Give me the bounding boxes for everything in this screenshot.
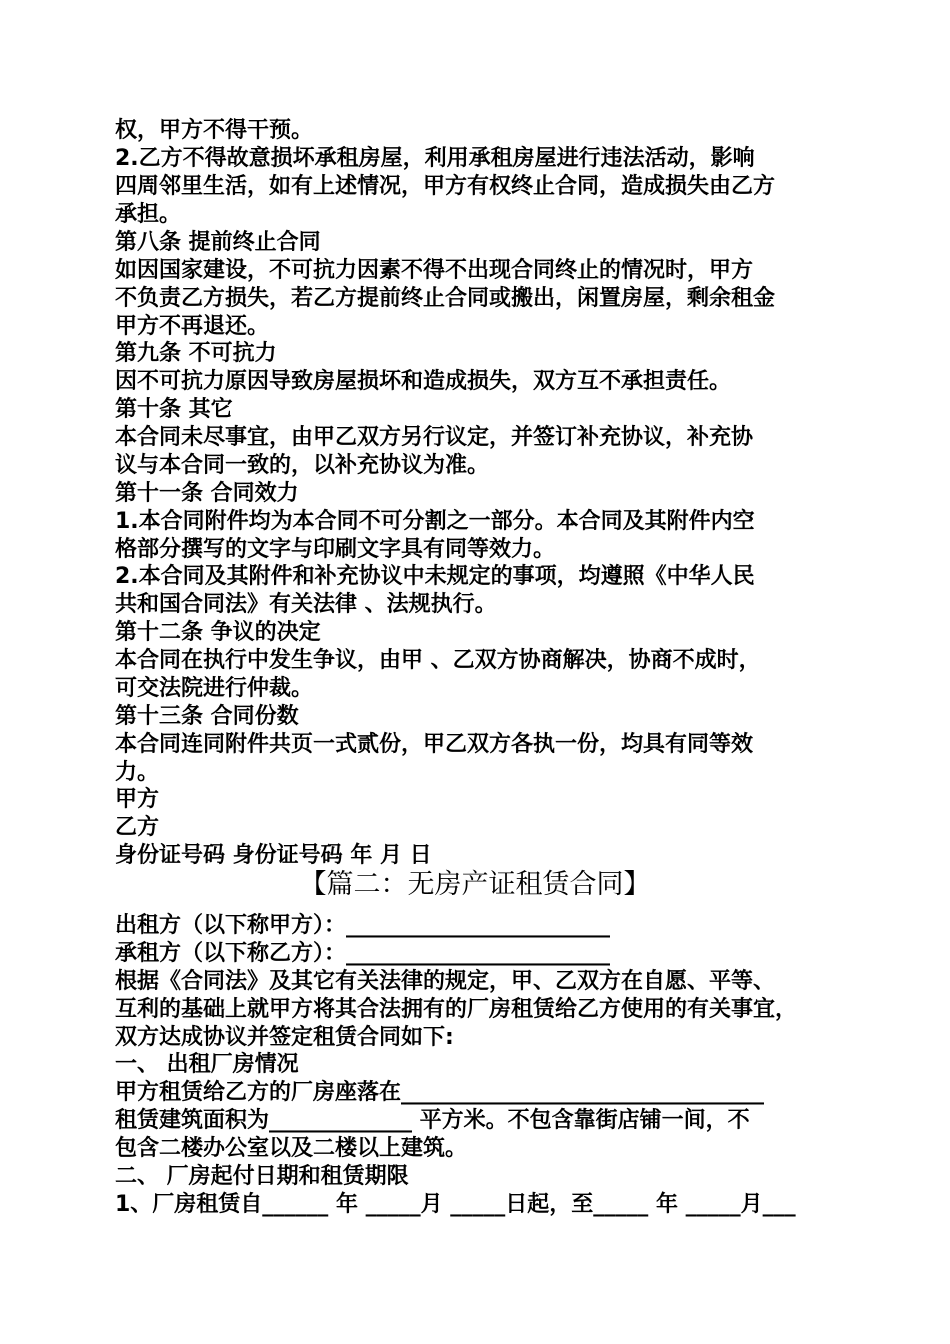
signature-party-a: 甲方 [115,787,160,812]
section-heading: 第十三条 合同份数 [115,704,299,729]
lessee-field: 承租方（以下称乙方）：________________________ [115,941,611,966]
text-line: 如因国家建设，不可抗力因素不得不出现合同终止的情况时，甲方 [115,258,754,283]
text-line: 甲方不再退还。 [115,314,270,339]
section-heading: 第十二条 争议的决定 [115,620,321,645]
text-line: 根据《合同法》及其它有关法律的规定，甲、乙双方在自愿、平等、 [115,969,776,994]
text-line: 租赁建筑面积为_____________ 平方米。不包含靠街店铺一间，不 [115,1108,750,1133]
text-line: 议与本合同一致的，以补充协议为准。 [115,453,490,478]
section-heading: 一、 出租厂房情况 [115,1052,299,1077]
text-line: 可交法院进行仲裁。 [115,676,314,701]
text-line: 本合同未尽事宜，由甲乙双方另行议定，并签订补充协议，补充协 [115,425,754,450]
text-line: 权，甲方不得干预。 [115,118,314,143]
text-line: 因不可抗力原因导致房屋损坏和造成损失，双方互不承担责任。 [115,369,732,394]
text-line: 力。 [115,760,160,785]
lessor-field: 出租方（以下称甲方）：________________________ [115,913,611,938]
text-line: 承担。 [115,202,182,227]
section-heading: 第十条 其它 [115,397,233,422]
section-heading: 第十一条 合同效力 [115,481,299,506]
text-line: 本合同连同附件共页一式贰份，甲乙双方各执一份，均具有同等效 [115,732,754,757]
section-heading: 第八条 提前终止合同 [115,230,321,255]
text-line: 甲方租赁给乙方的厂房座落在_________________________________ [115,1080,765,1105]
text-line: 2.乙方不得故意损坏承租房屋，利用承租房屋进行违法活动，影响 [115,146,755,171]
text-line: 2.本合同及其附件和补充协议中未规定的事项，均遵照《中华人民 [115,564,755,589]
text-line: 双方达成协议并签定租赁合同如下: [115,1025,454,1050]
section-heading: 第九条 不可抗力 [115,341,277,366]
text-line: 1.本合同附件均为本合同不可分割之一部分。本合同及其附件内空 [115,509,755,534]
text-line: 包含二楼办公室以及二楼以上建筑。 [115,1136,468,1161]
text-line: 不负责乙方损失，若乙方提前终止合同或搬出，闲置房屋，剩余租金 [115,286,776,311]
text-line: 共和国合同法》有关法律 、法规执行。 [115,592,497,617]
section-heading: 二、 厂房起付日期和租赁期限 [115,1164,409,1189]
text-line: 本合同在执行中发生争议，由甲 、乙双方协商解决，协商不成时， [115,648,761,673]
text-line: 1、厂房租赁自______ 年 _____月 _____日起，至_____ 年 _____月___ [115,1192,796,1217]
text-line: 四周邻里生活，如有上述情况，甲方有权终止合同，造成损失由乙方 [115,174,776,199]
text-line: 格部分撰写的文字与印刷文字具有同等效力。 [115,537,556,562]
signature-id-date: 身份证号码 身份证号码 年 月 日 [115,843,432,868]
signature-party-b: 乙方 [115,815,160,840]
text-line: 互利的基础上就甲方将其合法拥有的厂房租赁给乙方使用的有关事宜， [115,997,798,1022]
section-title: 【篇二：无房产证租赁合同】 [299,869,651,900]
